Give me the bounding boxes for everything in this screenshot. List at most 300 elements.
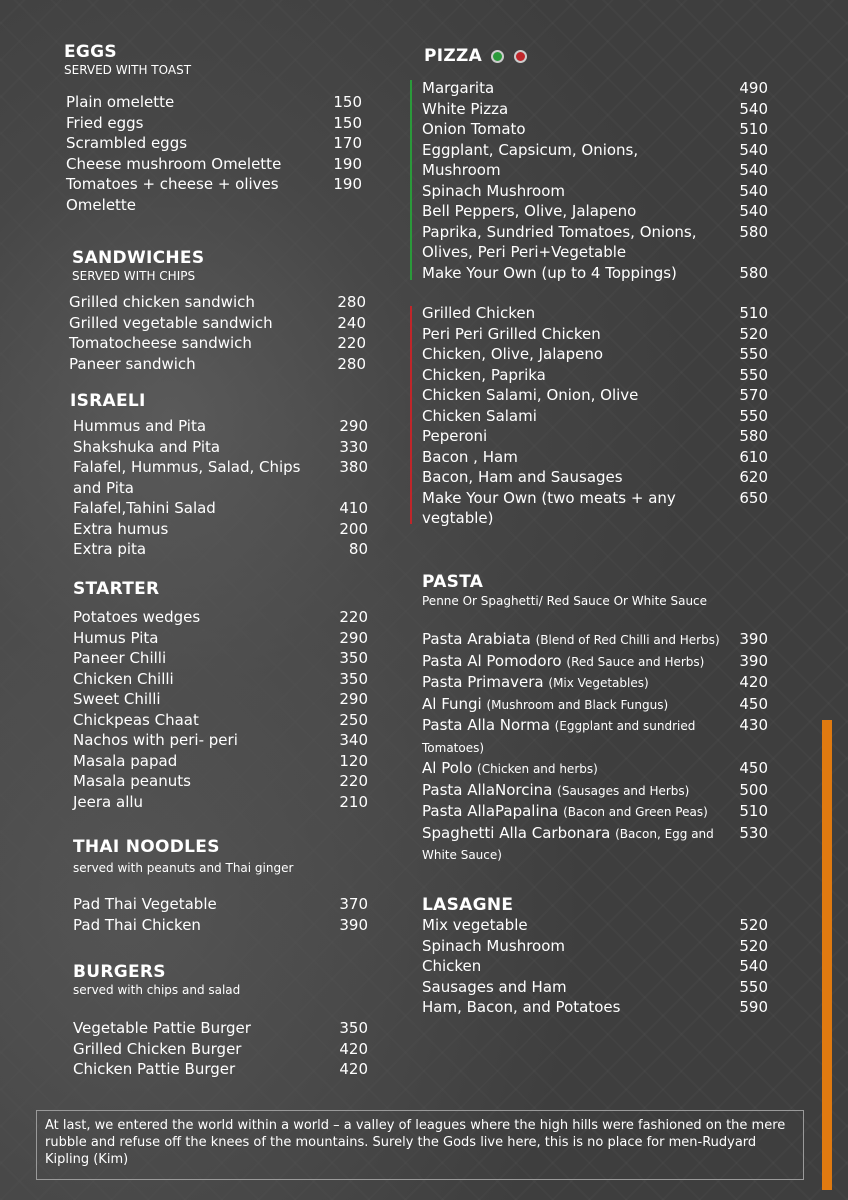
menu-item — [73, 915, 368, 936]
menu-item — [73, 1059, 368, 1080]
item-name-text: Margarita — [422, 79, 495, 97]
thai-items — [73, 894, 368, 935]
menu-item — [73, 771, 368, 792]
menu-item — [66, 92, 362, 113]
menu-item-price: 570 — [739, 386, 768, 404]
menu-item-price: 540 — [739, 99, 768, 118]
menu-item-name — [422, 915, 739, 936]
accent-bar — [822, 720, 832, 1190]
menu-item-name — [66, 133, 333, 154]
burgers-items — [73, 1018, 368, 1080]
lasagne-title: LASAGNE — [422, 895, 514, 915]
item-name-text: Shakshuka and Pita — [73, 437, 221, 456]
item-name-text: Chicken, Paprika — [422, 365, 546, 384]
menu-item-price: 530 — [739, 823, 768, 842]
menu-item-name — [422, 263, 739, 284]
item-name-text: Pasta Al Pomodoro — [422, 651, 562, 670]
item-name-text: Masala peanuts — [73, 772, 191, 790]
menu-item-name — [66, 154, 333, 175]
menu-item-price: 430 — [739, 716, 768, 734]
menu-item-name — [73, 669, 339, 690]
menu-item-price: 420 — [339, 1039, 368, 1058]
item-name-text: Fried eggs — [66, 113, 144, 132]
menu-item — [73, 648, 368, 669]
item-name-text: Pasta Alla Norma — [422, 716, 550, 734]
menu-item-name — [422, 694, 739, 716]
menu-item-price: 390 — [339, 915, 368, 934]
starter-title: STARTER — [73, 579, 160, 599]
lasagne-items — [422, 915, 768, 1018]
menu-item-note: (Blend of Red Chilli and Herbs) — [535, 633, 720, 647]
menu-item — [422, 915, 768, 936]
menu-item-price: 540 — [739, 140, 768, 159]
menu-item-note: (Mix Vegetables) — [548, 676, 649, 690]
item-name-text: Peri Peri Grilled Chicken — [422, 324, 601, 343]
menu-item-price: 220 — [337, 334, 366, 352]
menu-item — [422, 222, 768, 263]
item-name-text: Bacon , Ham — [422, 447, 518, 466]
menu-item-price: 220 — [339, 772, 368, 790]
menu-item-price: 280 — [337, 293, 366, 311]
pasta-section — [422, 572, 768, 866]
menu-item-name — [422, 977, 739, 998]
menu-item-name — [422, 99, 739, 120]
menu-item-price: 610 — [739, 447, 768, 466]
menu-item-name — [422, 78, 739, 99]
menu-item-name — [73, 498, 339, 519]
menu-item — [422, 119, 768, 140]
menu-item — [422, 181, 768, 202]
menu-item — [422, 303, 768, 324]
menu-item-name — [422, 801, 739, 823]
menu-item-name — [422, 823, 739, 866]
menu-item-name — [73, 730, 339, 751]
item-name-text: Pasta Arabiata — [422, 630, 531, 648]
menu-item-price: 150 — [333, 93, 362, 111]
israeli-items — [70, 416, 368, 560]
menu-item-price: 420 — [739, 673, 768, 691]
pizza-nonveg-items — [422, 303, 768, 529]
item-name-text: Chicken Salami, Onion, Olive — [422, 386, 639, 404]
menu-item-name — [422, 672, 739, 694]
quote-box — [36, 1110, 804, 1180]
sandwiches-subtitle: SERVED WITH CHIPS — [72, 269, 196, 283]
lasagne-section — [422, 895, 768, 1018]
menu-item-name — [422, 426, 739, 447]
menu-item-name — [69, 292, 337, 313]
menu-item-price: 520 — [739, 324, 768, 343]
menu-item-price: 120 — [339, 751, 368, 770]
menu-item-note: (Mushroom and Black Fungus) — [486, 697, 669, 712]
menu-item — [422, 780, 768, 802]
item-name-text: Spinach Mushroom — [422, 181, 566, 200]
menu-item-price: 380 — [339, 458, 368, 476]
menu-item-price: 390 — [739, 651, 768, 670]
item-name-text: Chicken Salami — [422, 406, 537, 425]
menu-item-price: 290 — [339, 417, 368, 435]
menu-item-price: 250 — [339, 710, 368, 729]
menu-item-name — [422, 651, 739, 673]
menu-item-name — [422, 201, 739, 222]
item-name-text: Hummus and Pita — [73, 417, 207, 435]
menu-item-name — [73, 628, 339, 649]
menu-item-name — [422, 406, 739, 427]
menu-item-name — [73, 539, 349, 560]
menu-item-price: 350 — [339, 669, 368, 688]
israeli-title: ISRAELI — [70, 391, 146, 411]
nonveg-dot-icon — [514, 50, 527, 63]
menu-item-name — [422, 324, 739, 345]
menu-item-note: (Eggplant and sundried Tomatoes) — [422, 719, 696, 755]
menu-item — [422, 324, 768, 345]
menu-item — [66, 133, 362, 154]
menu-item — [422, 99, 768, 120]
item-name-text: Pad Thai Chicken — [73, 915, 201, 934]
menu-item — [422, 447, 768, 468]
menu-item — [73, 457, 368, 498]
menu-item — [73, 628, 368, 649]
menu-item-price: 330 — [339, 437, 368, 456]
pizza-nonveg-list — [422, 303, 768, 529]
menu-item-name — [422, 467, 739, 488]
item-name-text: White Pizza — [422, 99, 509, 118]
menu-item — [422, 956, 768, 977]
item-name-text: Make Your Own (two meats + any vegtable) — [422, 488, 676, 527]
menu-item-price: 290 — [339, 628, 368, 647]
menu-item — [422, 406, 768, 427]
thai-title: THAI NOODLES — [73, 837, 220, 857]
item-name-text: Paneer sandwich — [69, 354, 196, 373]
menu-item-price: 390 — [739, 630, 768, 648]
menu-item-price: 520 — [739, 916, 768, 934]
menu-item-price: 540 — [739, 957, 768, 975]
pizza-header — [424, 46, 768, 66]
item-name-text: Scrambled eggs — [66, 134, 188, 152]
item-name-text: Paneer Chilli — [73, 649, 167, 667]
menu-item-name — [422, 956, 739, 977]
menu-item-name — [422, 997, 739, 1018]
item-name-text: Vegetable Pattie Burger — [73, 1019, 251, 1037]
menu-item-price: 280 — [337, 354, 366, 373]
starter-section — [73, 579, 368, 812]
menu-item-name — [422, 385, 739, 406]
item-name-text: Grilled chicken sandwich — [69, 293, 255, 311]
menu-item — [422, 344, 768, 365]
menu-item — [69, 292, 366, 313]
menu-item — [73, 498, 368, 519]
menu-item — [422, 201, 768, 222]
menu-item — [73, 710, 368, 731]
item-name-text: Onion Tomato — [422, 120, 526, 138]
menu-item-name — [422, 936, 739, 957]
menu-item-price: 520 — [739, 936, 768, 955]
item-name-text: Peperoni — [422, 427, 488, 445]
thai-section — [73, 837, 368, 935]
menu-item-price: 540 — [739, 181, 768, 200]
thai-subtitle: served with peanuts and Thai ginger — [73, 861, 294, 875]
menu-item — [73, 1018, 368, 1039]
item-name-text: Pasta AllaNorcina — [422, 780, 553, 799]
item-name-text: Falafel,Tahini Salad — [73, 499, 216, 517]
menu-item — [422, 651, 768, 673]
item-name-text: Pasta AllaPapalina — [422, 802, 559, 820]
item-name-text: Tomatoes + cheese + olives Omelette — [66, 175, 279, 214]
menu-item — [422, 140, 768, 161]
item-name-text: Chicken — [422, 957, 482, 975]
menu-item-price: 340 — [339, 731, 368, 749]
menu-item-price: 210 — [339, 792, 368, 811]
menu-item-price: 410 — [339, 499, 368, 517]
item-name-text: Mix vegetable — [422, 916, 528, 934]
menu-item — [422, 997, 768, 1018]
nonveg-divider-line — [410, 306, 412, 524]
menu-item-price: 580 — [739, 263, 768, 282]
veg-divider-line — [410, 80, 412, 280]
menu-item-note: (Bacon and Green Peas) — [563, 805, 708, 819]
item-name-text: Grilled vegetable sandwich — [69, 313, 273, 332]
item-name-text: Chicken, Olive, Jalapeno — [422, 345, 604, 363]
menu-item — [66, 174, 362, 215]
eggs-title: EGGS — [64, 42, 117, 62]
menu-item — [73, 607, 368, 628]
burgers-subtitle: served with chips and salad — [73, 983, 241, 997]
item-name-text: Paprika, Sundried Tomatoes, Onions, Olives, Peri Peri+Vegetable — [422, 222, 697, 261]
item-name-text: Potatoes wedges — [73, 608, 201, 626]
item-name-text: Mushroom — [422, 161, 501, 179]
item-name-text: Al Fungi — [422, 694, 482, 713]
menu-item-name — [422, 758, 739, 780]
menu-item-name — [73, 1018, 339, 1039]
item-name-text: Make Your Own (up to 4 Toppings) — [422, 263, 677, 282]
veg-dot-icon — [491, 50, 504, 63]
item-name-text: Jeera allu — [73, 792, 144, 811]
menu-item-price: 510 — [739, 802, 768, 820]
item-name-text: Al Polo — [422, 759, 473, 777]
menu-item — [422, 715, 768, 758]
pizza-veg-items — [422, 78, 768, 283]
menu-item — [422, 78, 768, 99]
menu-item — [422, 160, 768, 181]
menu-item — [73, 689, 368, 710]
menu-item-name — [422, 629, 739, 651]
menu-item — [73, 1039, 368, 1060]
item-name-text: Nachos with peri- peri — [73, 731, 238, 749]
menu-item — [422, 629, 768, 651]
menu-item-name — [73, 437, 339, 458]
menu-item-price: 150 — [333, 113, 362, 132]
menu-item — [66, 154, 362, 175]
menu-item-price: 190 — [333, 154, 362, 173]
menu-item-name — [422, 303, 739, 324]
menu-item-name — [73, 894, 339, 915]
item-name-text: Eggplant, Capsicum, Onions, — [422, 140, 639, 159]
menu-item-name — [422, 140, 739, 161]
menu-item-price: 220 — [339, 608, 368, 626]
item-name-text: Chicken Pattie Burger — [73, 1060, 236, 1078]
pasta-subtitle: Penne Or Spaghetti/ Red Sauce Or White Sauce — [422, 594, 708, 608]
menu-item-price: 550 — [739, 406, 768, 425]
quote-text: At last, we entered the world within a world – a valley of leagues where the high hills were fashioned on the mere rubble and refuse off the knees of the mountains. Surely the Gods live here, this is no place for men-Rudyard Kipling (Kim) — [45, 1118, 786, 1167]
menu-item-price: 580 — [739, 427, 768, 445]
menu-item — [73, 751, 368, 772]
item-name-text: Chickpeas Chaat — [73, 710, 199, 729]
burgers-section — [73, 962, 368, 1080]
menu-item-price: 550 — [739, 977, 768, 996]
item-name-text: Cheese mushroom Omelette — [66, 154, 282, 173]
menu-item-name — [422, 119, 739, 140]
menu-item-price: 490 — [739, 79, 768, 97]
menu-item — [422, 365, 768, 386]
menu-item-name — [73, 792, 339, 813]
menu-item — [66, 113, 362, 134]
israeli-section — [70, 391, 368, 560]
menu-item-name — [73, 689, 339, 710]
menu-item-name — [73, 416, 339, 437]
item-name-text: Bacon, Ham and Sausages — [422, 468, 623, 486]
menu-item — [73, 539, 368, 560]
menu-item — [422, 977, 768, 998]
menu-item-name — [73, 519, 339, 540]
sandwiches-title: SANDWICHES — [72, 248, 205, 268]
item-name-text: Sweet Chilli — [73, 690, 161, 708]
menu-item-name — [422, 780, 739, 802]
menu-item — [422, 488, 768, 529]
item-name-text: Grilled Chicken — [422, 304, 536, 322]
menu-item-price: 500 — [739, 780, 768, 799]
menu-item-price: 510 — [739, 304, 768, 322]
menu-item — [73, 730, 368, 751]
menu-item-price: 650 — [739, 488, 768, 507]
burgers-title: BURGERS — [73, 962, 166, 982]
menu-item-name — [422, 160, 739, 181]
menu-item — [422, 263, 768, 284]
menu-item — [69, 333, 366, 354]
menu-item-name — [73, 751, 339, 772]
menu-item-name — [73, 771, 339, 792]
menu-item-price: 350 — [339, 649, 368, 667]
menu-item — [422, 426, 768, 447]
item-name-text: Falafel, Hummus, Salad, Chips and Pita — [73, 458, 301, 497]
pizza-veg-list — [422, 78, 768, 283]
item-name-text: Pasta Primavera — [422, 673, 544, 691]
menu-item-price: 350 — [339, 1019, 368, 1037]
menu-item — [69, 313, 366, 334]
menu-item-name — [73, 1039, 339, 1060]
menu-item-note: (Chicken and herbs) — [477, 762, 598, 776]
item-name-text: Tomatocheese sandwich — [69, 334, 252, 352]
menu-item-price: 540 — [739, 161, 768, 179]
menu-item-name — [69, 354, 337, 375]
menu-item-note: (Red Sauce and Herbs) — [566, 654, 705, 669]
menu-item — [73, 669, 368, 690]
menu-item — [422, 467, 768, 488]
item-name-text: Chicken Chilli — [73, 669, 174, 688]
item-name-text: Spaghetti Alla Carbonara — [422, 823, 611, 842]
menu-item — [73, 519, 368, 540]
menu-item-price: 370 — [339, 895, 368, 913]
menu-item-price: 550 — [739, 345, 768, 363]
menu-item-price: 200 — [339, 519, 368, 538]
sandwiches-items — [69, 292, 366, 374]
menu-item-note: (Bacon, Egg and White Sauce) — [422, 826, 714, 862]
menu-item-name — [73, 648, 339, 669]
eggs-items — [64, 92, 362, 215]
menu-item-price: 290 — [339, 690, 368, 708]
item-name-text: Extra pita — [73, 540, 147, 558]
menu-item — [422, 758, 768, 780]
menu-item-price: 80 — [348, 540, 368, 558]
menu-item-price: 190 — [333, 175, 362, 193]
menu-item — [73, 792, 368, 813]
pizza-section — [424, 46, 768, 66]
menu-item-name — [66, 174, 333, 215]
menu-item-price: 550 — [739, 365, 768, 384]
item-name-text: Grilled Chicken Burger — [73, 1039, 242, 1058]
item-name-text: Pad Thai Vegetable — [73, 895, 217, 913]
menu-item — [73, 894, 368, 915]
starter-items — [73, 607, 368, 812]
menu-item-name — [73, 607, 339, 628]
menu-item-name — [73, 1059, 339, 1080]
item-name-text: Humus Pita — [73, 628, 159, 647]
menu-item-name — [422, 365, 739, 386]
menu-item — [422, 936, 768, 957]
menu-item — [422, 385, 768, 406]
menu-item-price: 540 — [739, 202, 768, 220]
pasta-items — [422, 629, 768, 866]
pizza-title: PIZZA — [424, 46, 483, 66]
menu-item-name — [422, 447, 739, 468]
menu-item-name — [73, 457, 339, 498]
menu-item-price: 450 — [739, 694, 768, 713]
menu-item-price: 510 — [739, 120, 768, 138]
menu-item-price: 170 — [333, 134, 362, 152]
menu-item-price: 620 — [739, 468, 768, 486]
item-name-text: Spinach Mushroom — [422, 936, 566, 955]
item-name-text: Plain omelette — [66, 93, 175, 111]
menu-item-name — [73, 710, 339, 731]
menu-item-note: (Sausages and Herbs) — [557, 783, 690, 798]
menu-item-name — [69, 333, 337, 354]
menu-item — [422, 694, 768, 716]
item-name-text: Masala papad — [73, 751, 178, 770]
menu-item — [73, 416, 368, 437]
item-name-text: Extra humus — [73, 519, 169, 538]
menu-item-name — [422, 344, 739, 365]
menu-item-price: 240 — [337, 313, 366, 332]
menu-item-name — [66, 92, 333, 113]
menu-item-price: 450 — [739, 759, 768, 777]
menu-item — [422, 823, 768, 866]
eggs-subtitle: SERVED WITH TOAST — [64, 63, 192, 77]
menu-item-name — [422, 488, 739, 529]
menu-item — [73, 437, 368, 458]
menu-item-price: 420 — [339, 1060, 368, 1078]
menu-item — [422, 672, 768, 694]
menu-item-name — [73, 915, 339, 936]
menu-item-price: 590 — [739, 998, 768, 1016]
item-name-text: Ham, Bacon, and Potatoes — [422, 998, 621, 1016]
item-name-text: Bell Peppers, Olive, Jalapeno — [422, 202, 637, 220]
menu-item-name — [66, 113, 333, 134]
menu-item-name — [69, 313, 337, 334]
menu-item — [422, 801, 768, 823]
eggs-section — [64, 42, 362, 215]
item-name-text: Sausages and Ham — [422, 977, 567, 996]
menu-item-name — [422, 181, 739, 202]
menu-item-name — [422, 222, 739, 263]
menu-item-name — [422, 715, 739, 758]
